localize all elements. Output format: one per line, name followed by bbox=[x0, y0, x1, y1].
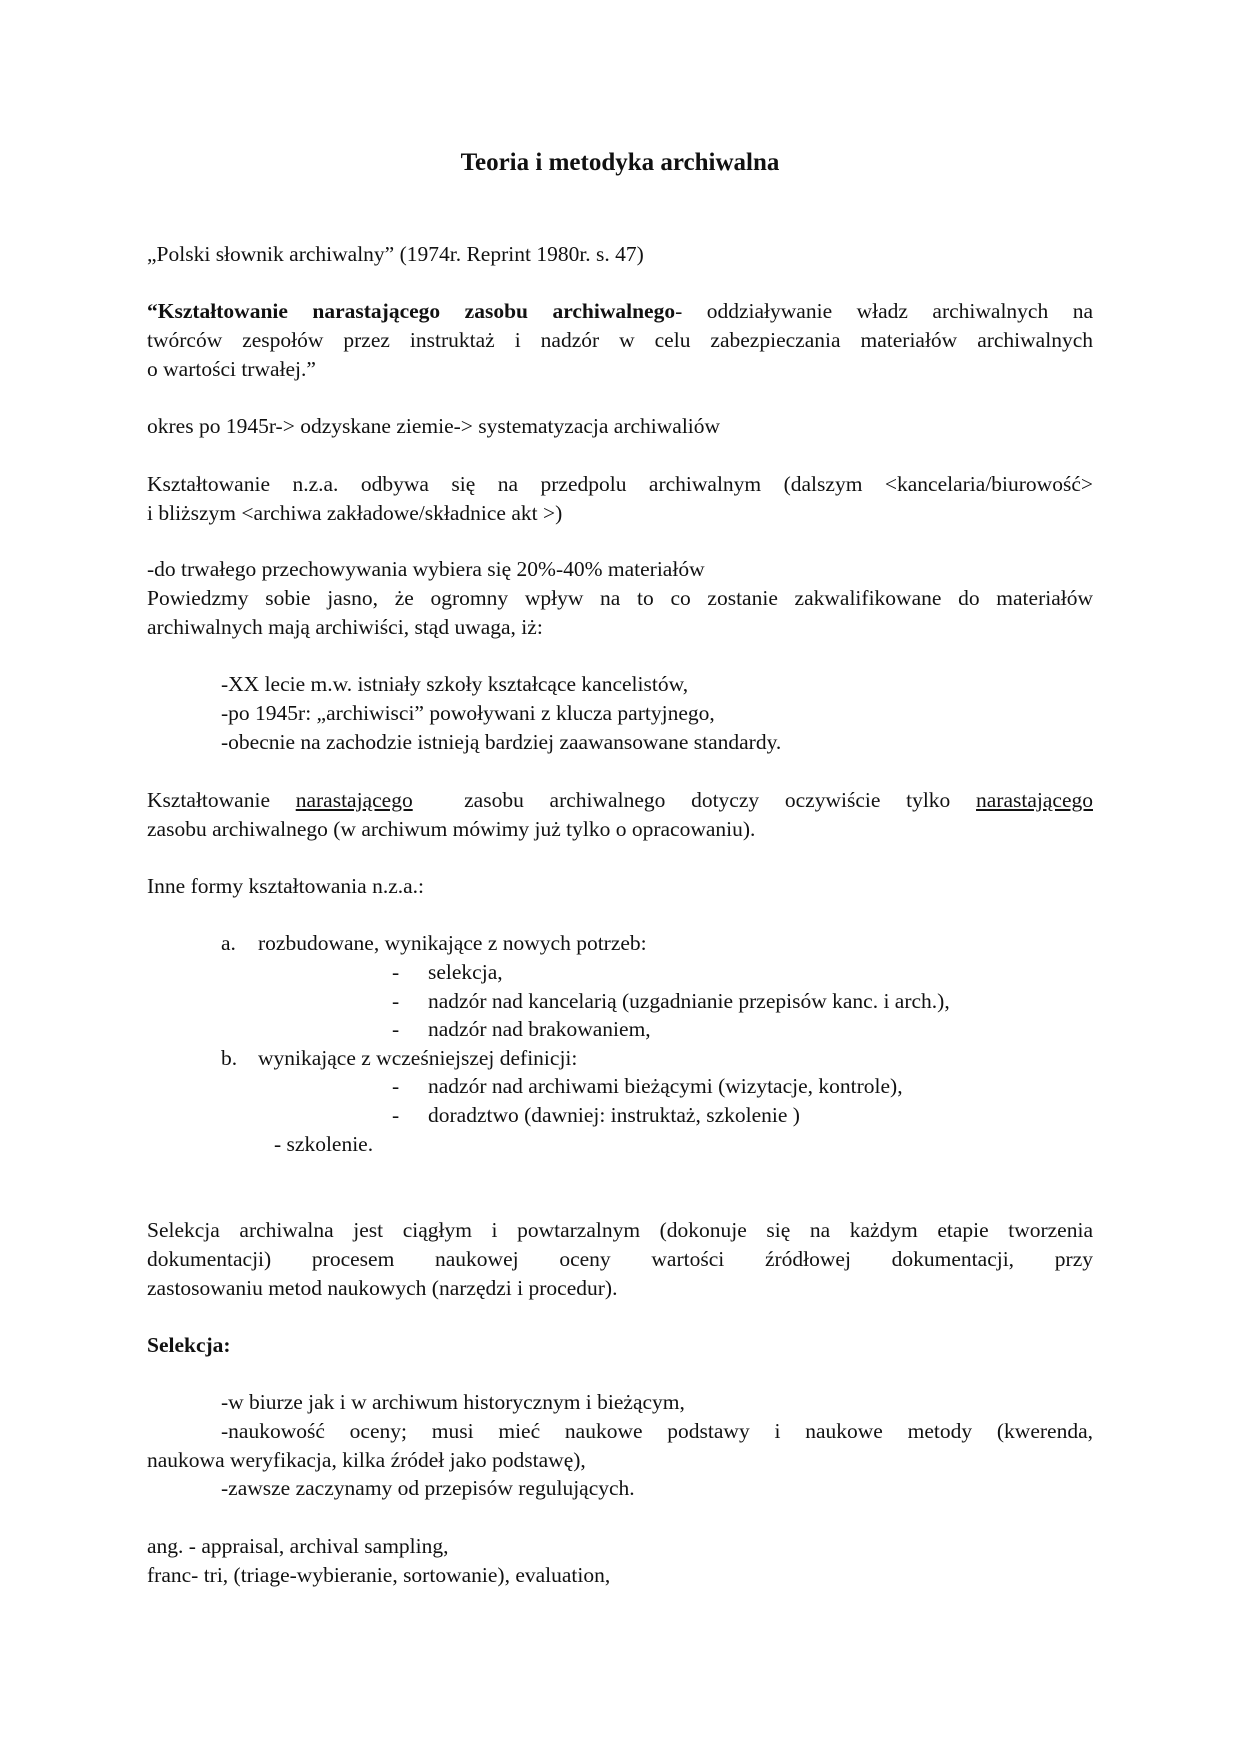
selekcja-definition-line: Selekcja archiwalna jest ciągłym i powtarzalnym (dokonuje się na każdym etapie tworzenia bbox=[147, 1218, 1093, 1242]
uwaga-item: -obecnie na zachodzie istnieją bardziej zaawansowane standardy. bbox=[221, 730, 782, 754]
list-item: nadzór nad kancelarią (uzgadnianie przepisów kanc. i arch.), bbox=[428, 989, 950, 1013]
term-french: franc- tri, (triage-wybieranie, sortowanie), evaluation, bbox=[147, 1563, 611, 1587]
list-item: selekcja, bbox=[428, 960, 503, 984]
szkolenie-item: - szkolenie. bbox=[274, 1132, 374, 1156]
wybor-line-2: Powiedzmy sobie jasno, że ogromny wpływ na to co zostanie zakwalifikowane do materiałów bbox=[147, 586, 1093, 610]
bullet-dash: - bbox=[392, 960, 400, 984]
bullet-dash: - bbox=[392, 1017, 400, 1041]
source-citation: „Polski słownik archiwalny” (1974r. Reprint 1980r. s. 47) bbox=[147, 242, 644, 266]
defined-term: Kształtowanie narastającego zasobu archiwalnego bbox=[157, 299, 676, 323]
definition-line-2: twórców zespołów przez instruktaż i nadzór w celu zabezpieczania materiałów archiwalnych bbox=[147, 328, 1093, 352]
underlined-word: narastającego bbox=[295, 788, 413, 812]
selekcja-heading: Selekcja: bbox=[147, 1333, 231, 1357]
document-title: Teoria i metodyka archiwalna bbox=[460, 149, 780, 176]
list-b-label: wynikające z wcześniejszej definicji: bbox=[258, 1046, 578, 1070]
list-marker: a. bbox=[221, 931, 236, 955]
przedpole-line-2: i bliższym <archiwa zakładowe/składnice akt >) bbox=[147, 501, 563, 525]
text: zasobu archiwalnego dotyczy oczywiście tylko bbox=[464, 788, 951, 812]
przedpole-line-1: Kształtowanie n.z.a. odbywa się na przedpolu archiwalnym (dalszym <kancelaria/biurowość> bbox=[147, 472, 1093, 496]
narastajacy-line-1 bbox=[147, 787, 1093, 813]
selekcja-point-cont: naukowa weryfikacja, kilka źródeł jako podstawę), bbox=[147, 1448, 586, 1472]
underlined-word: narastającego bbox=[976, 788, 1093, 812]
list-item: nadzór nad archiwami bieżącymi (wizytacje, kontrole), bbox=[428, 1074, 903, 1098]
selekcja-definition-line: zastosowaniu metod naukowych (narzędzi i procedur). bbox=[147, 1276, 618, 1300]
list-marker: b. bbox=[221, 1046, 238, 1070]
bullet-dash: - bbox=[392, 1103, 400, 1127]
okres-line: okres po 1945r-> odzyskane ziemie-> systematyzacja archiwaliów bbox=[147, 414, 721, 438]
bullet-dash: - bbox=[392, 989, 400, 1013]
definition-line-3: o wartości trwałej.” bbox=[147, 357, 316, 381]
wybor-line-1: -do trwałego przechowywania wybiera się 20%-40% materiałów bbox=[147, 557, 705, 581]
bullet-dash: - bbox=[392, 1074, 400, 1098]
selekcja-point: -zawsze zaczynamy od przepisów regulujących. bbox=[221, 1476, 635, 1500]
inne-formy-heading: Inne formy kształtowania n.z.a.: bbox=[147, 874, 425, 898]
selekcja-point: -w biurze jak i w archiwum historycznym i bieżącym, bbox=[221, 1390, 685, 1414]
list-a-label: rozbudowane, wynikające z nowych potrzeb: bbox=[258, 931, 647, 955]
list-item: doradztwo (dawniej: instruktaż, szkolenie ) bbox=[428, 1103, 800, 1127]
uwaga-item: -XX lecie m.w. istniały szkoły kształcące kancelistów, bbox=[221, 672, 689, 696]
text: Kształtowanie bbox=[147, 788, 270, 812]
wybor-line-3: archiwalnych mają archiwiści, stąd uwaga, iż: bbox=[147, 615, 543, 639]
open-quote: “ bbox=[147, 299, 158, 323]
list-item: nadzór nad brakowaniem, bbox=[428, 1017, 651, 1041]
uwaga-item: -po 1945r: „archiwisci” powoływani z klucza partyjnego, bbox=[221, 701, 715, 725]
definition-line-1 bbox=[147, 298, 1093, 324]
definition-text: - oddziaływanie władz archiwalnych na bbox=[675, 299, 1093, 323]
selekcja-point: -naukowość oceny; musi mieć naukowe podstawy i naukowe metody (kwerenda, bbox=[221, 1419, 1093, 1443]
term-english: ang. - appraisal, archival sampling, bbox=[147, 1534, 449, 1558]
narastajacy-line-2: zasobu archiwalnego (w archiwum mówimy już tylko o opracowaniu). bbox=[147, 817, 756, 841]
selekcja-definition-line: dokumentacji) procesem naukowej oceny wartości źródłowej dokumentacji, przy bbox=[147, 1247, 1093, 1271]
